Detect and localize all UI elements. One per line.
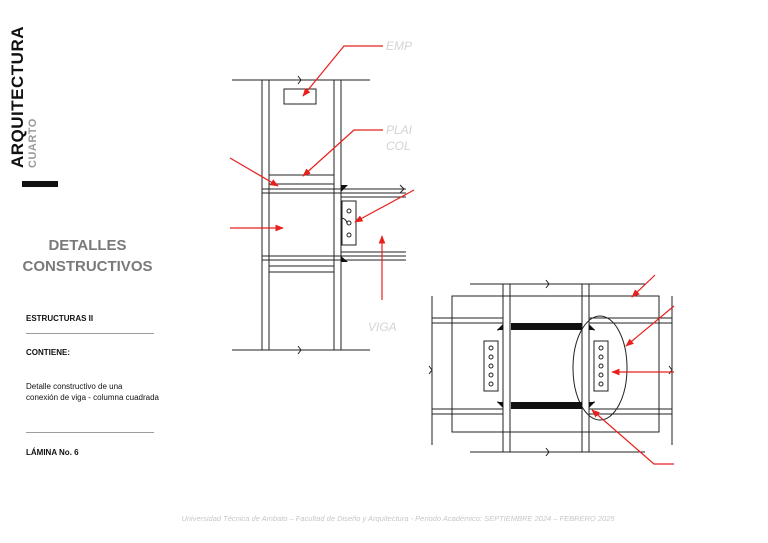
plan-detail <box>429 280 672 456</box>
plan-leader-lines <box>592 275 674 464</box>
contains-label: CONTIENE: <box>26 348 70 357</box>
sheet-description: Detalle constructivo de una conexión de viga - columna cuadrada <box>26 382 159 402</box>
beam-label: VIGA <box>368 320 397 334</box>
leader-lines <box>230 46 414 300</box>
plate-label-line1: PLAI <box>386 123 413 137</box>
elevation-detail <box>232 76 406 354</box>
sheet-number: LÁMINA No. 6 <box>26 448 79 457</box>
footer-credits: Universidad Técnica de Ambato – Facultad de Diseño y Arquitectura - Periodo Académico: SEPTIEMBRE 2024 – FEBRERO 2025 <box>181 514 615 523</box>
course-name: ESTRUCTURAS II <box>26 314 94 323</box>
plate-label-line2: COL <box>386 139 411 153</box>
program-title: ARQUITECTURA <box>8 26 27 168</box>
level-subtitle: CUARTO <box>27 118 39 168</box>
embedded-plate-label: EMP <box>386 39 413 53</box>
section-title: DETALLES CONSTRUCTIVOS <box>22 237 153 275</box>
